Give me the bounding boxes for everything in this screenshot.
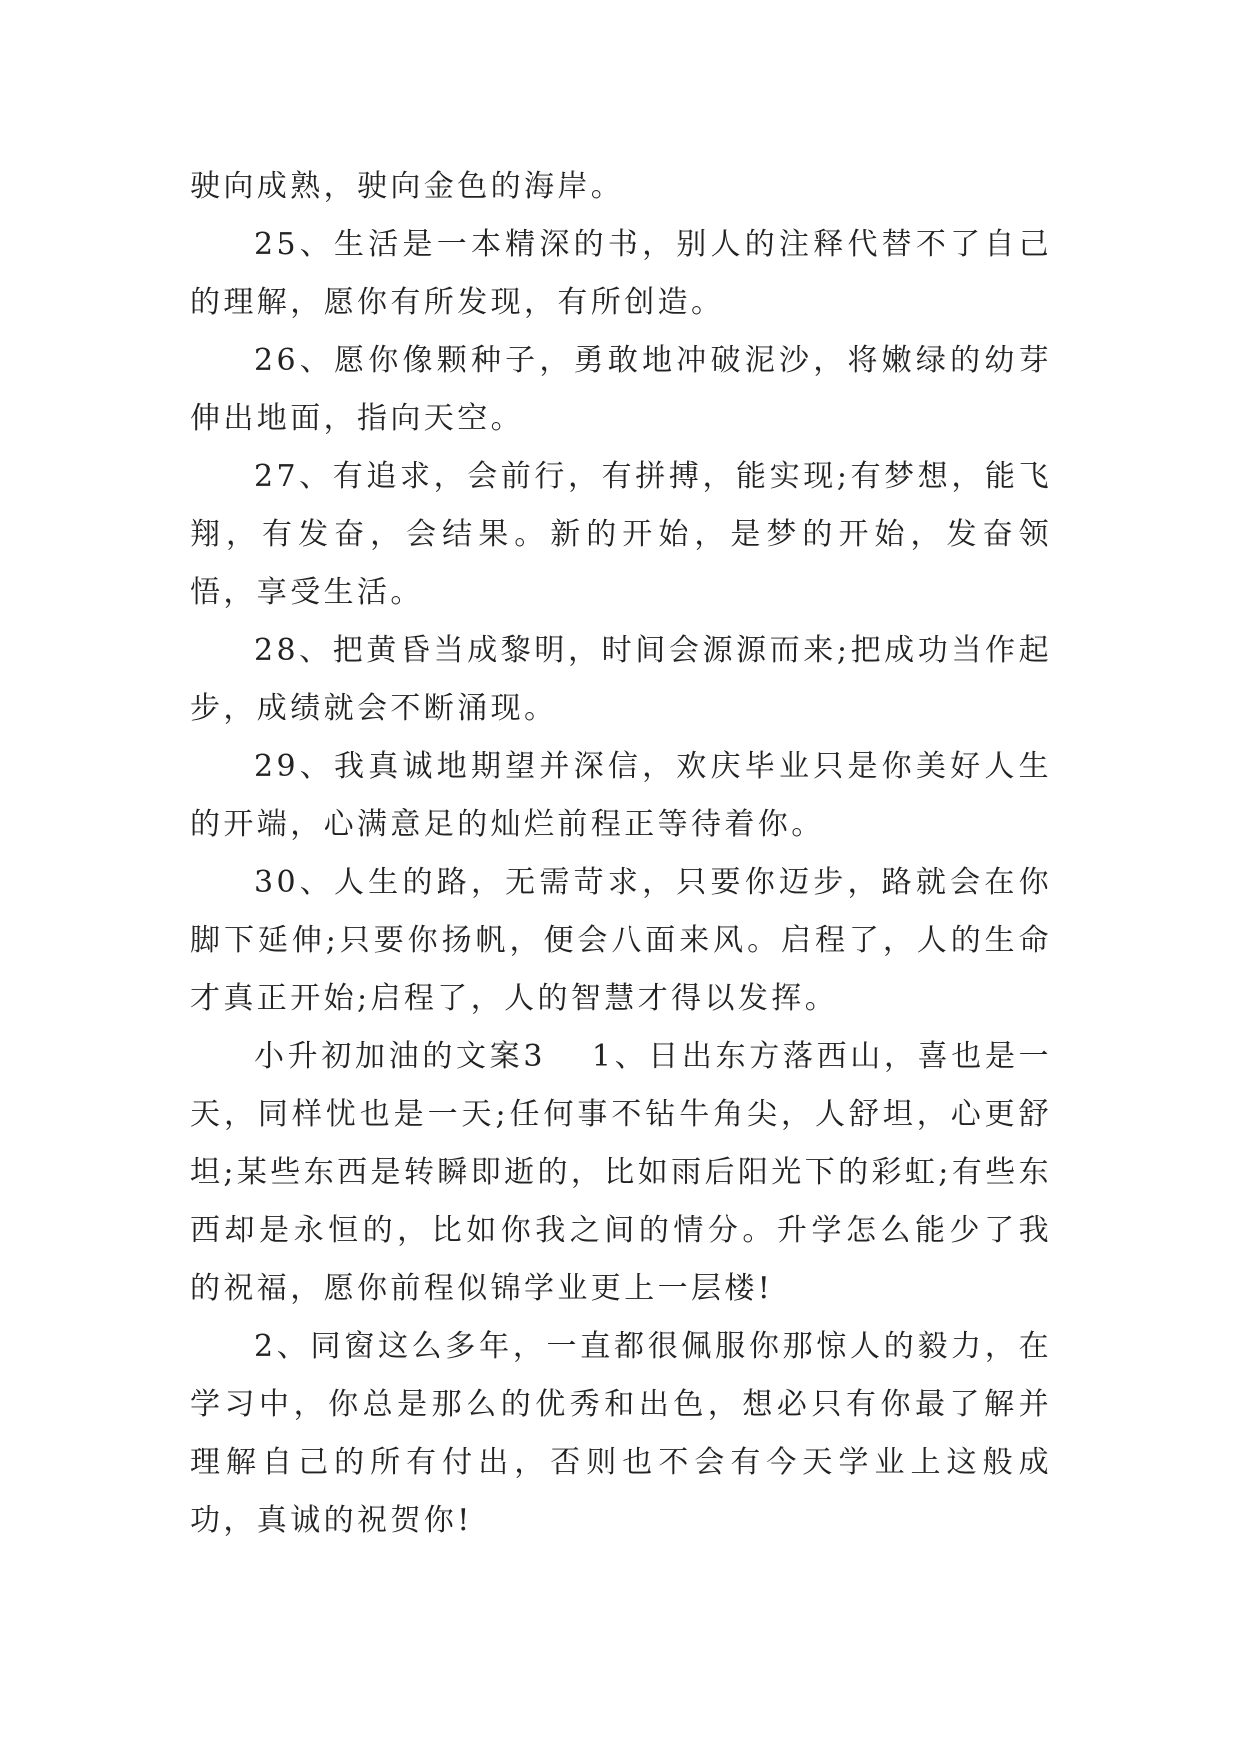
section-3-heading: 小升初加油的文案3 <box>254 1039 546 1074</box>
paragraph-29: 29、我真诚地期望并深信，欢庆毕业只是你美好人生的开端，心满意足的灿烂前程正等待着你。 <box>190 749 1052 842</box>
paragraph-30: 30、人生的路，无需苛求，只要你迈步，路就会在你脚下延伸;只要你扬帆，便会八面来风。启程了，人的生命才真正开始;启程了，人的智慧才得以发挥。 <box>190 865 1052 1016</box>
section-3-paragraph <box>190 1028 1052 1318</box>
paragraph-24-tail: 驶向成熟，驶向金色的海岸。 <box>190 169 625 204</box>
paragraph-26: 26、愿你像颗种子，勇敢地冲破泥沙，将嫩绿的幼芽伸出地面，指向天空。 <box>190 343 1052 436</box>
section-3-item-1: 1、日出东方落西山，喜也是一天，同样忧也是一天;任何事不钻牛角尖，人舒坦，心更舒坦;某些东西是转瞬即逝的，比如雨后阳光下的彩虹;有些东西却是永恒的，比如你我之间的情分。升学怎么能少了我的祝福，愿你前程似锦学业更上一层楼! <box>190 1039 1053 1306</box>
paragraph-25: 25、生活是一本精深的书，别人的注释代替不了自己的理解，愿你有所发现，有所创造。 <box>190 227 1052 320</box>
paragraph-27: 27、有追求，会前行，有拼搏，能实现;有梦想，能飞翔，有发奋，会结果。新的开始，是梦的开始，发奋领悟，享受生活。 <box>190 459 1052 610</box>
section-3-item-2: 2、同窗这么多年，一直都很佩服你那惊人的毅力，在学习中，你总是那么的优秀和出色，想必只有你最了解并理解自己的所有付出，否则也不会有今天学业上这般成功，真诚的祝贺你! <box>190 1329 1052 1538</box>
document-body <box>190 158 1052 1550</box>
paragraph-28: 28、把黄昏当成黎明，时间会源源而来;把成功当作起步，成绩就会不断涌现。 <box>190 633 1052 726</box>
